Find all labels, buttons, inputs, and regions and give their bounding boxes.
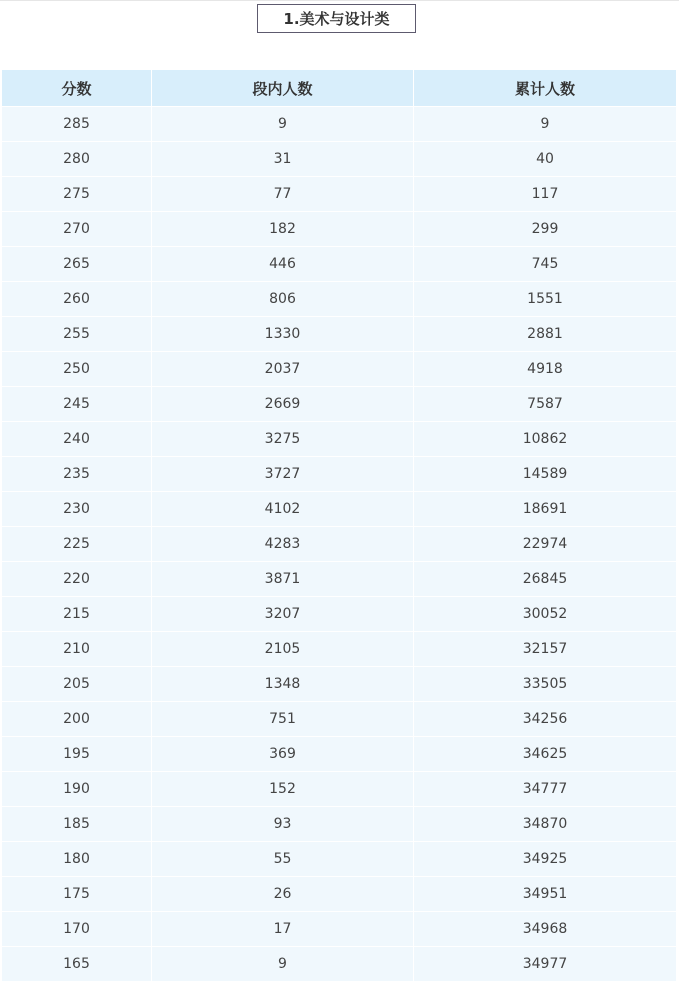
cell-segment-count: 1348 — [152, 667, 414, 702]
table-row — [2, 562, 677, 597]
cell-segment-count: 4102 — [152, 492, 414, 527]
table-row — [2, 317, 677, 352]
table-row — [2, 177, 677, 212]
cell-segment-count: 3207 — [152, 597, 414, 632]
cell-segment-count: 2105 — [152, 632, 414, 667]
cell-score: 250 — [2, 352, 152, 387]
cell-segment-count: 77 — [152, 177, 414, 212]
header-segment-count: 段内人数 — [152, 70, 414, 107]
cell-cumulative-count: 34625 — [414, 737, 677, 772]
table-row — [2, 772, 677, 807]
cell-cumulative-count: 9 — [414, 107, 677, 142]
table-row — [2, 457, 677, 492]
table-row — [2, 702, 677, 737]
table-row — [2, 107, 677, 142]
cell-score: 280 — [2, 142, 152, 177]
cell-cumulative-count: 40 — [414, 142, 677, 177]
cell-segment-count: 93 — [152, 807, 414, 842]
cell-cumulative-count: 1551 — [414, 282, 677, 317]
cell-segment-count: 152 — [152, 772, 414, 807]
cell-cumulative-count: 4918 — [414, 352, 677, 387]
cell-segment-count: 3871 — [152, 562, 414, 597]
cell-cumulative-count: 34968 — [414, 912, 677, 947]
table-row — [2, 142, 677, 177]
cell-cumulative-count: 10862 — [414, 422, 677, 457]
cell-segment-count: 751 — [152, 702, 414, 737]
cell-score: 220 — [2, 562, 152, 597]
cell-score: 210 — [2, 632, 152, 667]
header-score: 分数 — [2, 70, 152, 107]
cell-cumulative-count: 34951 — [414, 877, 677, 912]
cell-segment-count: 806 — [152, 282, 414, 317]
cell-cumulative-count: 745 — [414, 247, 677, 282]
cell-cumulative-count: 2881 — [414, 317, 677, 352]
cell-cumulative-count: 34925 — [414, 842, 677, 877]
cell-cumulative-count: 32157 — [414, 632, 677, 667]
cell-score: 165 — [2, 947, 152, 981]
cell-cumulative-count: 34977 — [414, 947, 677, 981]
cell-segment-count: 3275 — [152, 422, 414, 457]
table-row — [2, 807, 677, 842]
cell-cumulative-count: 33505 — [414, 667, 677, 702]
cell-cumulative-count: 299 — [414, 212, 677, 247]
table-row — [2, 212, 677, 247]
cell-score: 190 — [2, 772, 152, 807]
table-row — [2, 282, 677, 317]
cell-segment-count: 9 — [152, 947, 414, 981]
cell-score: 185 — [2, 807, 152, 842]
cell-cumulative-count: 117 — [414, 177, 677, 212]
table-row — [2, 422, 677, 457]
section-title: 1.美术与设计类 — [257, 4, 416, 33]
cell-segment-count: 4283 — [152, 527, 414, 562]
table-row — [2, 387, 677, 422]
cell-score: 180 — [2, 842, 152, 877]
cell-segment-count: 2669 — [152, 387, 414, 422]
cell-score: 230 — [2, 492, 152, 527]
cell-segment-count: 26 — [152, 877, 414, 912]
top-divider — [0, 0, 679, 1]
table-row — [2, 877, 677, 912]
cell-cumulative-count: 7587 — [414, 387, 677, 422]
cell-segment-count: 1330 — [152, 317, 414, 352]
cell-segment-count: 182 — [152, 212, 414, 247]
table-row — [2, 492, 677, 527]
table-row — [2, 527, 677, 562]
cell-cumulative-count: 30052 — [414, 597, 677, 632]
cell-score: 215 — [2, 597, 152, 632]
table-row — [2, 352, 677, 387]
table-row — [2, 842, 677, 877]
cell-score: 205 — [2, 667, 152, 702]
table-row — [2, 632, 677, 667]
cell-score: 200 — [2, 702, 152, 737]
cell-segment-count: 55 — [152, 842, 414, 877]
table-row — [2, 737, 677, 772]
table-body — [2, 107, 677, 981]
cell-score: 255 — [2, 317, 152, 352]
cell-cumulative-count: 34256 — [414, 702, 677, 737]
cell-score: 270 — [2, 212, 152, 247]
cell-score: 285 — [2, 107, 152, 142]
table-row — [2, 247, 677, 282]
cell-score: 235 — [2, 457, 152, 492]
table-row — [2, 912, 677, 947]
cell-score: 245 — [2, 387, 152, 422]
cell-cumulative-count: 18691 — [414, 492, 677, 527]
cell-segment-count: 2037 — [152, 352, 414, 387]
table-row — [2, 597, 677, 632]
cell-segment-count: 31 — [152, 142, 414, 177]
cell-score: 225 — [2, 527, 152, 562]
cell-score: 170 — [2, 912, 152, 947]
cell-segment-count: 17 — [152, 912, 414, 947]
cell-score: 240 — [2, 422, 152, 457]
table-header-row — [2, 70, 677, 107]
cell-score: 260 — [2, 282, 152, 317]
cell-segment-count: 3727 — [152, 457, 414, 492]
cell-score: 195 — [2, 737, 152, 772]
cell-cumulative-count: 14589 — [414, 457, 677, 492]
cell-cumulative-count: 34777 — [414, 772, 677, 807]
cell-segment-count: 369 — [152, 737, 414, 772]
cell-cumulative-count: 26845 — [414, 562, 677, 597]
header-cumulative-count: 累计人数 — [414, 70, 677, 107]
cell-score: 275 — [2, 177, 152, 212]
cell-cumulative-count: 34870 — [414, 807, 677, 842]
cell-segment-count: 9 — [152, 107, 414, 142]
cell-score: 175 — [2, 877, 152, 912]
score-distribution-table — [1, 70, 677, 981]
cell-cumulative-count: 22974 — [414, 527, 677, 562]
table-row — [2, 947, 677, 981]
table-row — [2, 667, 677, 702]
cell-segment-count: 446 — [152, 247, 414, 282]
cell-score: 265 — [2, 247, 152, 282]
